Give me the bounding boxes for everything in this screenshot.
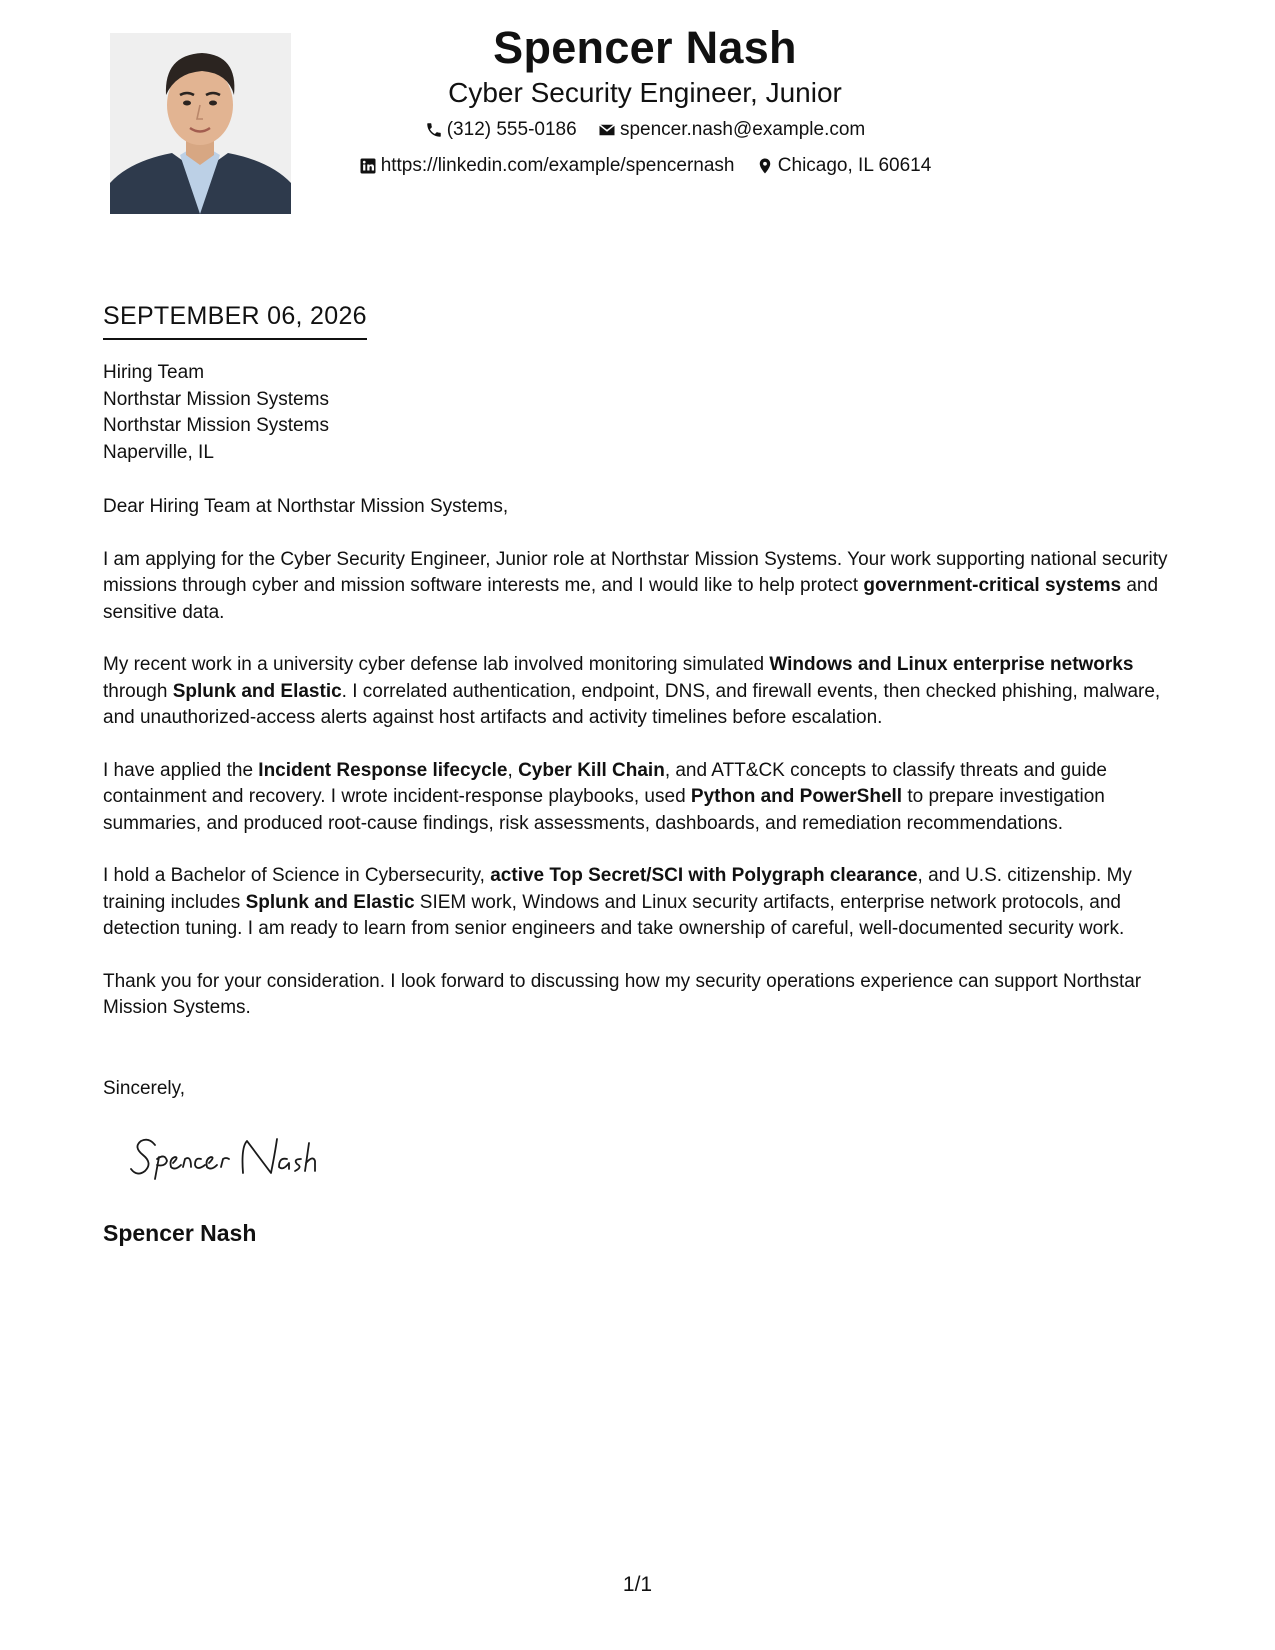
contact-linkedin[interactable] (359, 154, 735, 178)
text-run: . I correlated authentication, endpoint, DNS, and firewall events, then checked phishing, malware, and unauthorized-access alerts against host artifacts and activity timelines before escalation. (103, 680, 1161, 728)
bold-run: Splunk and Elastic (172, 680, 342, 702)
recipient-line: Hiring Team (103, 362, 205, 383)
text-run: I hold a Bachelor of Science in Cybersecurity, (103, 865, 491, 886)
signer-name: Spencer Nash (103, 1220, 257, 1246)
closing: Sincerely, (103, 1078, 186, 1099)
letter-header (300, 20, 990, 182)
contact-line-1 (300, 118, 990, 146)
envelope-icon (598, 121, 616, 139)
contact-email[interactable] (598, 118, 865, 142)
profile-photo (110, 33, 291, 214)
letter-date: SEPTEMBER 06, 2026 (103, 300, 367, 340)
text-run: I have applied the (103, 759, 259, 781)
text-run: , and U.S. citizenship. My training includes (103, 865, 1132, 913)
phone-text: (312) 555-0186 (446, 119, 577, 140)
linkedin-icon (359, 157, 377, 175)
page-indicator: 1/1 (622, 1573, 653, 1596)
text-run: and sensitive data. (103, 575, 1159, 623)
bold-run: active Top Secret/SCI with Polygraph clearance (490, 865, 918, 886)
text-run: , (507, 759, 519, 781)
bold-run: Windows and Linux enterprise networks (769, 654, 1134, 675)
salutation: Dear Hiring Team at Northstar Mission Systems, (103, 496, 509, 517)
text-run: through (103, 680, 173, 702)
paragraph-2 (103, 652, 1183, 732)
text-run: I am applying for the Cyber Security Engineer, Junior role at Northstar Mission Systems. Your work supporting national security missions through cyber and mission software interests me, and I would like to help protect (103, 548, 1168, 596)
paragraph-4 (103, 863, 1183, 943)
handwritten-signature (125, 1127, 355, 1187)
recipient-line: Naperville, IL (103, 441, 214, 463)
text-run: to prepare investigation summaries, and produced root-cause findings, risk assessments, dashboards, and remediation recommendations. (103, 786, 1105, 834)
contact-location (756, 154, 932, 178)
bold-run: Python and PowerShell (690, 786, 903, 807)
text-run: SIEM work, Windows and Linux security artifacts, enterprise network protocols, and detection tuning. I am ready to learn from senior engineers and take ownership of careful, well-documented security work. (103, 891, 1125, 939)
bold-run: Splunk and Elastic (245, 891, 415, 913)
recipient-line: Northstar Mission Systems (103, 388, 329, 410)
bold-run: government-critical systems (863, 575, 1122, 596)
contact-phone[interactable] (425, 118, 577, 142)
paragraph-5: Thank you for your consideration. I look forward to discussing how my security operations experience can support Northstar Mission Systems. (103, 970, 1142, 1018)
recipient-line: Northstar Mission Systems (103, 415, 329, 436)
text-run: My recent work in a university cyber defense lab involved monitoring simulated (103, 654, 770, 675)
applicant-title: Cyber Security Engineer, Junior (448, 77, 842, 108)
linkedin-text: https://linkedin.com/example/spencernash (380, 155, 735, 176)
email-text: spencer.nash@example.com (619, 119, 866, 140)
contact-line-2 (300, 154, 990, 182)
bold-run: Cyber Kill Chain (518, 759, 665, 781)
bold-run: Incident Response lifecycle (258, 759, 508, 781)
applicant-name: Spencer Nash (493, 22, 797, 73)
map-pin-icon (756, 157, 774, 175)
text-run: , and ATT&CK concepts to classify threats and guide containment and recovery. I wrote incident-response playbooks, used (103, 759, 1107, 807)
paragraph-3 (103, 758, 1183, 838)
recipient-block (103, 360, 329, 466)
letter-body (103, 494, 1183, 1048)
phone-icon (425, 121, 443, 139)
paragraph-1 (103, 547, 1183, 627)
location-text: Chicago, IL 60614 (777, 155, 932, 176)
